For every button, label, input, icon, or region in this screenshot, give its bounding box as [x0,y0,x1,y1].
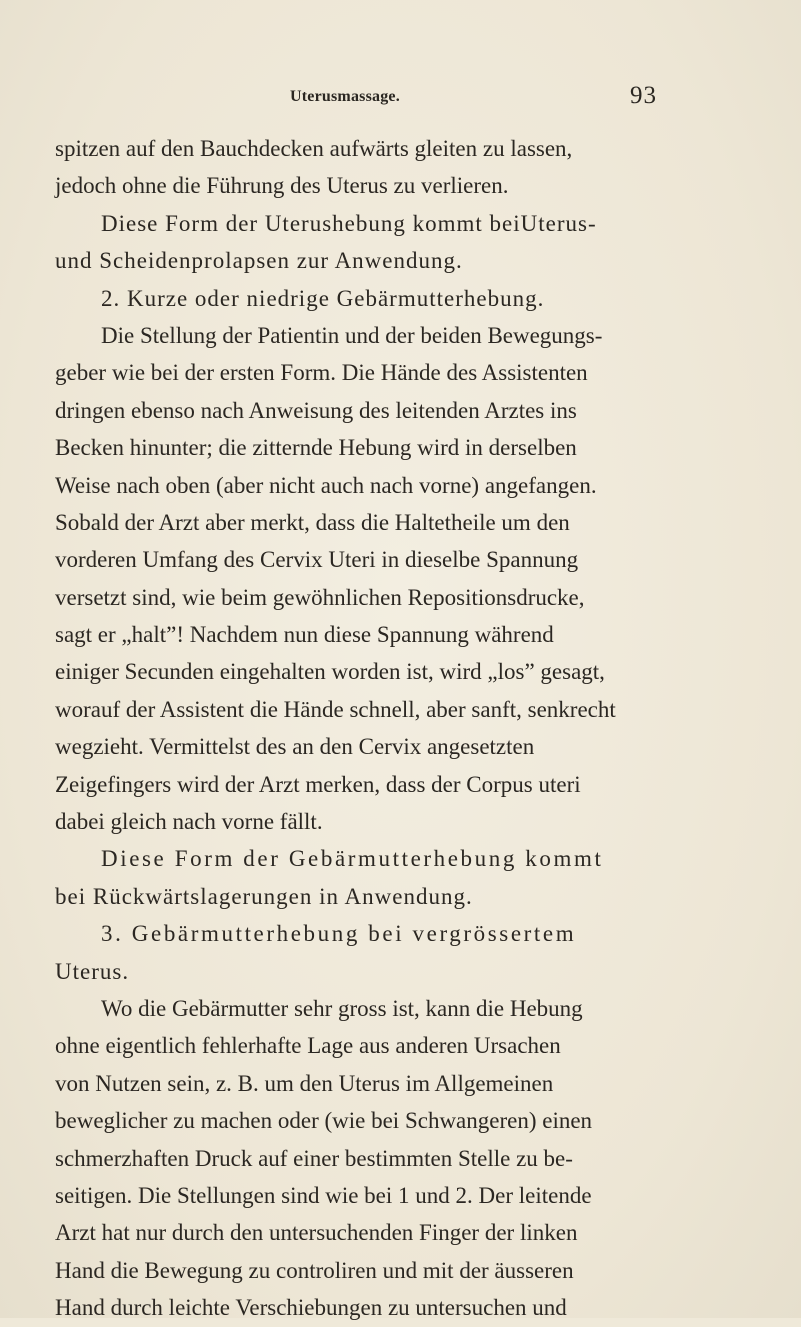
text-line: sagt er „halt”! Nachdem nun diese Spannung während [55,622,554,648]
section-heading-continued: Uterus. [55,958,130,984]
text-line: Hand die Bewegung zu controliren und mit der äusseren [55,1257,574,1283]
text-line: wegzieht. Vermittelst des an den Cervix angesetzten [55,734,535,760]
text-line: dabei gleich nach vorne fällt. [55,809,323,835]
page-number: 93 [630,82,657,109]
text-line: Wo die Gebärmutter sehr gross ist, kann die Hebung [101,995,583,1021]
text-line: Sobald der Arzt aber merkt, dass die Haltetheile um den [55,509,570,535]
text-line: worauf der Assistent die Hände schnell, aber sanft, senkrecht [55,696,616,722]
text-line: Die Stellung der Patientin und der beiden Bewegungs- [101,322,603,348]
text-line: versetzt sind, wie beim gewöhnlichen Repositionsdrucke, [55,584,585,610]
text-line: bei Rückwärtslagerungen in Anwendung. [55,883,473,909]
text-line: Diese Form der Uterushebung kommt beiUterus- [101,210,597,236]
text-line: Zeigefingers wird der Arzt merken, dass der Corpus uteri [55,771,581,797]
text-line: jedoch ohne die Führung des Uterus zu verlieren. [55,173,509,199]
text-line: schmerzhaften Druck auf einer bestimmten Stelle zu be- [55,1145,573,1171]
text-line: spitzen auf den Bauchdecken aufwärts gleiten zu lassen, [55,136,573,161]
page-header [0,82,801,116]
text-line: von Nutzen sein, z. B. um den Uterus im Allgemeinen [55,1070,554,1096]
text-line: ohne eigentlich fehlerhafte Lage aus anderen Ursachen [55,1033,561,1059]
section-heading: 3. Gebärmutterhebung bei vergrössertem [101,921,577,947]
text-line: Weise nach oben (aber nicht auch nach vorne) angefangen. [55,472,597,498]
running-head: Uterusmassage. [290,88,400,105]
text-line: Arzt hat nur durch den untersuchenden Finger der linken [55,1220,578,1246]
body-text [55,130,705,1327]
text-line: und Scheidenprolapsen zur Anwendung. [55,248,463,274]
section-heading: 2. Kurze oder niedrige Gebärmutterhebung. [101,285,545,311]
text-line: Becken hinunter; die zitternde Hebung wird in derselben [55,435,577,461]
text-line: Diese Form der Gebärmutterhebung kommt [101,846,604,872]
text-line: Hand durch leichte Verschiebungen zu untersuchen und [55,1295,567,1321]
text-line: dringen ebenso nach Anweisung des leitenden Arztes ins [55,397,577,423]
text-line: seitigen. Die Stellungen sind wie bei 1 und 2. Der leitende [55,1182,592,1208]
text-line: einiger Secunden eingehalten worden ist, wird „los” gesagt, [55,659,605,685]
text-line: geber wie bei der ersten Form. Die Hände des Assistenten [55,360,588,386]
text-line: beweglicher zu machen oder (wie bei Schwangeren) einen [55,1108,593,1134]
text-line: vorderen Umfang des Cervix Uteri in dieselbe Spannung [55,547,579,573]
